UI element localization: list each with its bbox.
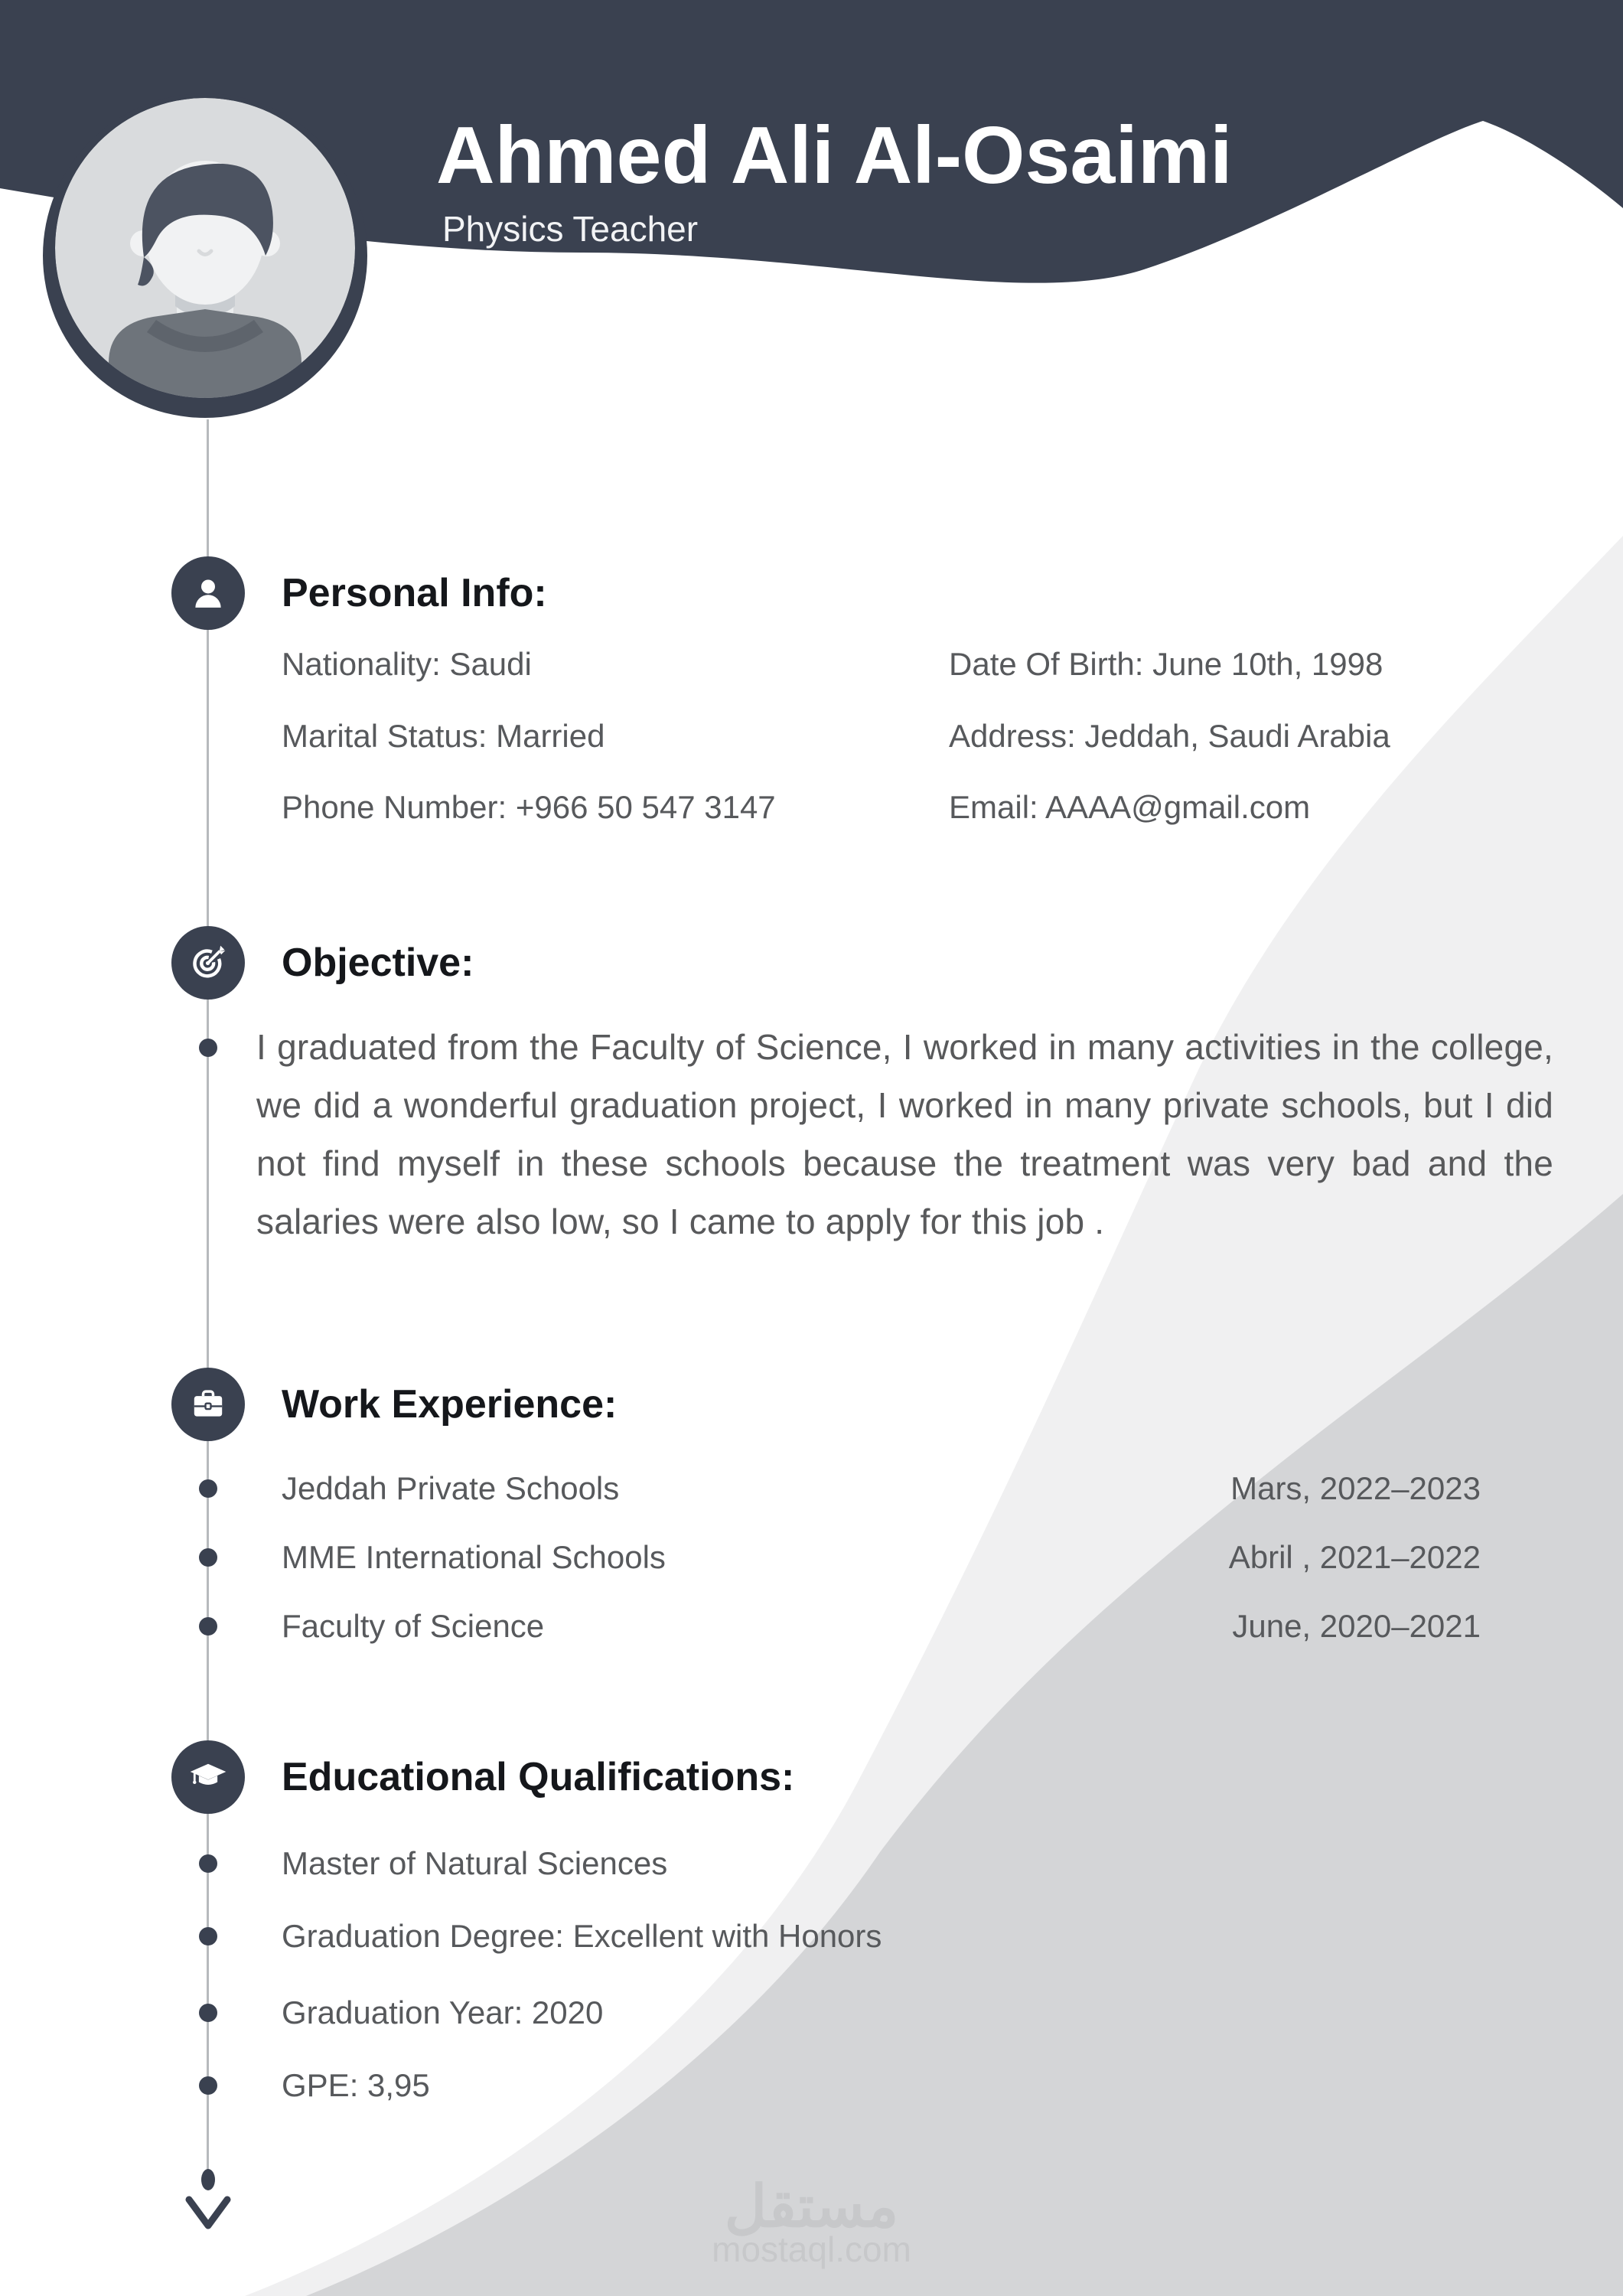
personal-info-row: Address: Jeddah, Saudi Arabia <box>949 718 1390 754</box>
work-item-organization: MME International Schools <box>282 1539 666 1575</box>
personal-info-row: Date Of Birth: June 10th, 1998 <box>949 646 1383 682</box>
bullet-dot <box>199 1927 217 1945</box>
person-photo-placeholder <box>43 93 367 418</box>
personal-info-heading: Personal Info: <box>282 571 547 615</box>
personal-info-row: Nationality: Saudi <box>282 646 532 682</box>
bullet-dot <box>199 1548 217 1567</box>
objective-node <box>171 926 245 1000</box>
work-item-period: June, 2020–2021 <box>1232 1608 1481 1644</box>
education-item: Graduation Year: 2020 <box>282 1994 604 2030</box>
personal-info-row: Email: AAAA@gmail.com <box>949 789 1311 825</box>
work-experience-heading: Work Experience: <box>282 1382 618 1427</box>
timeline-line <box>207 419 209 2174</box>
objective-heading: Objective: <box>282 941 474 985</box>
work-item-organization: Jeddah Private Schools <box>282 1470 620 1506</box>
education-item: GPE: 3,95 <box>282 2067 430 2103</box>
work-item-period: Abril , 2021–2022 <box>1228 1539 1481 1575</box>
work-item-organization: Faculty of Science <box>282 1608 545 1644</box>
bullet-dot <box>199 1617 217 1636</box>
education-node <box>171 1740 245 1814</box>
personal-info-row: Phone Number: +966 50 547 3147 <box>282 789 776 825</box>
watermark-arabic: مستقل <box>724 2174 899 2239</box>
avatar <box>43 93 367 418</box>
bullet-dot <box>199 2004 217 2022</box>
education-item: Master of Natural Sciences <box>282 1845 668 1881</box>
personal-info-node <box>171 556 245 630</box>
work-item-period: Mars, 2022–2023 <box>1230 1470 1481 1506</box>
target-dart-icon <box>187 941 230 984</box>
briefcase-icon <box>188 1384 228 1424</box>
page-title-name: Ahmed Ali Al-Osaimi <box>436 110 1233 201</box>
watermark-latin: mostaql.com <box>712 2229 911 2269</box>
education-item: Graduation Degree: Excellent with Honors <box>282 1918 882 1954</box>
job-title: Physics Teacher <box>442 209 699 249</box>
work-experience-node <box>171 1368 245 1441</box>
graduation-cap-icon <box>187 1756 230 1799</box>
person-icon <box>187 572 229 614</box>
bullet-dot <box>199 1854 217 1873</box>
personal-info-row: Marital Status: Married <box>282 718 605 754</box>
objective-paragraph: I graduated from the Faculty of Science, I worked in many activities in the college, we did a wonderful graduation project, I worked in many private schools, but I did not find myself in these schools because the treatment was very bad and the salaries were also low, so I came to apply for this job . <box>256 1027 1553 1241</box>
bullet-dot <box>199 1039 217 1057</box>
education-heading: Educational Qualifications: <box>282 1755 795 1799</box>
bullet-dot <box>199 1479 217 1498</box>
bullet-dot <box>199 2076 217 2095</box>
